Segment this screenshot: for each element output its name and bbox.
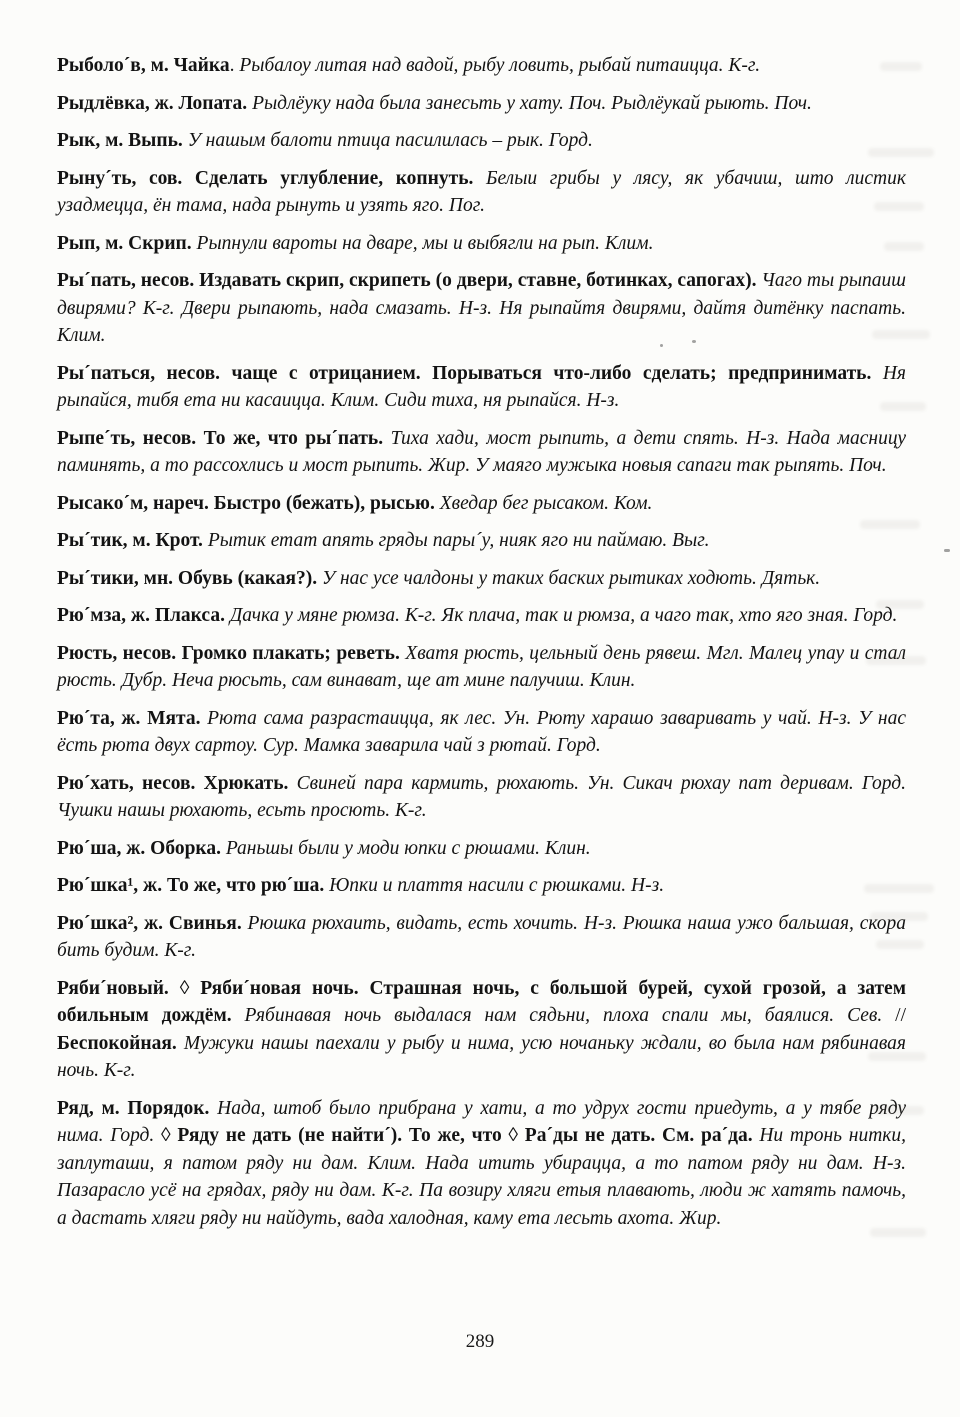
headword-and-definition: Рыдлёвка, ж. Лопата.: [57, 92, 253, 114]
scan-artifact: [874, 1106, 924, 1115]
dictionary-entry: [57, 527, 906, 555]
plain-text: //: [895, 1005, 906, 1026]
page-number: 289: [465, 1331, 495, 1352]
scan-artifact: [880, 402, 926, 411]
scan-artifact: [880, 62, 922, 71]
example-text: Мужуки нашы паехали у рыбу и нима, усю ночаньку ждали, во была нам рябинавая ночь. К-г.: [57, 1032, 906, 1081]
headword-and-definition: Рысако´м, нареч. Быстро (бежать), рысью.: [57, 492, 440, 514]
dictionary-entry: [57, 267, 906, 350]
headword-and-definition: Рю´мза, ж. Плакса.: [57, 605, 230, 626]
headword-and-definition: Ряби´новый. ◊ Ряби´новая ночь. Страшная ночь, с большой бурей, сухой грозой, а затем обильным дождём.: [57, 977, 906, 1026]
example-text: Хведар бег рысаком. Ком.: [439, 492, 653, 514]
example-text: Хватя рюсть, цельный день рявеш. Мгл. Малец упау и стал рюсть. Дубр. Неча рюсьть, сам винават, ще ат мине палучиш. Клин.: [57, 642, 906, 691]
headword-and-definition: Ры´пать, несов. Издавать скрип, скрипеть (о двери, ставне, ботинках, сапогах).: [57, 270, 762, 291]
example-text: Рюта сама разрастаицца, як лес. Ун. Рюту харашо заваривать у чай. Н-з. У нас ёсть рюта двух сартоу. Сур. Мамка заварила чай з рютай. Горд.: [57, 707, 906, 756]
headword-and-definition: Рю´та, ж. Мята.: [57, 707, 208, 729]
headword-and-definition: ◊ Ряду не дать (не найти´). То же, что ◊ Ра´ды не дать. См. ра´да.: [161, 1125, 760, 1146]
dictionary-entry: [57, 565, 906, 593]
dictionary-entry: [57, 640, 906, 695]
example-text: Дачка у мяне рюмза. К-г. Як плача, так и рюмза, а чаго так, хто яго зная. Горд.: [229, 605, 898, 626]
example-text: У нас усе чалдоны у таких баских рытиках ходють. Дятьк.: [322, 567, 821, 589]
dictionary-entry: [57, 360, 906, 415]
dictionary-entry: [57, 770, 906, 825]
scan-speck: [692, 340, 696, 343]
example-text: Рытик етат апять гряды пары´у, нияк яго ни паймаю. Выг.: [207, 530, 710, 551]
dictionary-entry: [57, 975, 906, 1085]
scan-speck: [944, 549, 950, 552]
headword-and-definition: Рюсть, несов. Громко плакать; реветь.: [57, 642, 406, 664]
dictionary-entry: [57, 52, 906, 80]
example-text: Ни тронь нитки, заплуташи, я патом ряду ни дам. Клим. Нада итить убирацца, а то патом ряду ни дам. Н-з. Пазарасло усё на грядах, ряду ни дам. К-г. Па возиру хляги етыя плавають, люди ж хатять памочь, а дастать хляги ряду ни найдуть, вада халодная, каму ета лесьть ахота. Жир.: [57, 1125, 907, 1229]
headword-and-definition: Рыну´ть, сов. Сделать углубление, копнуть.: [57, 167, 487, 189]
example-text: Рыпнули вароты на дваре, мы и выбягли на рып. Клим.: [196, 232, 654, 254]
headword-and-definition: Рыболо´в, м. Чайка: [57, 55, 230, 76]
example-text: Рыбалоу литая над вадой, рыбу ловить, рыбай питаицца. К-г.: [239, 55, 761, 76]
entries: [57, 52, 906, 1242]
example-text: Свиней пара кармить, рюхають. Ун. Сикач рюхау пат деривам. Горд. Чушки нашы рюхають, есьть просють. К-г.: [57, 772, 906, 821]
dictionary-entry: [57, 1095, 906, 1233]
scan-artifact: [866, 656, 926, 665]
scan-artifact: [884, 242, 924, 251]
scan-artifact: [868, 148, 934, 157]
headword-and-definition: Беспокойная.: [57, 1032, 184, 1054]
example-text: Ня рыпайся, тибя ета ни касаицца. Клим. Сиди тиха, ня рыпайся. Н-з.: [57, 362, 906, 411]
dictionary-entry: [57, 230, 906, 258]
scan-speck: [660, 344, 663, 347]
example-text: Белыи грибы у лясу, як убачиш, што листик узадмецца, ён тама, нада рынуть и узять яго. Пог.: [57, 167, 906, 216]
example-text: Раньшы были у моди юпки с рюшами. Клин.: [225, 837, 591, 859]
plain-text: .: [229, 55, 240, 76]
dictionary-entry: [57, 910, 906, 965]
example-text: Нада, штоб было прибрана у хати, а то удрух гости приедуть, а у тябе ряду нима. Горд.: [57, 1097, 906, 1146]
headword-and-definition: Рю´шка¹, ж. То же, что рю´ша.: [57, 875, 330, 896]
dictionary-entry: [57, 127, 906, 155]
scan-artifact: [876, 940, 924, 949]
example-text: Рюшка рюхаить, видать, есть хочить. Н-з. Рюшка наша ужо бальшая, скора бить будим. К-г.: [57, 912, 906, 961]
scan-artifact: [876, 600, 924, 609]
dictionary-entry: [57, 165, 906, 220]
dictionary-entry: [57, 835, 906, 863]
example-text: Чаго ты рыпаиш двирями? К-г. Двери рыпають, нада смазать. Н-з. Ня рыпайтя двирями, дайтя дитёнку паспать. Клим.: [57, 270, 906, 346]
dictionary-entry: [57, 490, 906, 518]
headword-and-definition: Ряд, м. Порядок.: [57, 1097, 218, 1119]
scan-artifact: [860, 520, 920, 529]
headword-and-definition: Ры´тики, мн. Обувь (какая?).: [57, 567, 322, 589]
dictionary-entry: [57, 425, 906, 480]
dictionary-entry: [57, 90, 906, 118]
scan-artifact: [870, 912, 928, 921]
headword-and-definition: Рык, м. Выпь.: [57, 130, 188, 151]
headword-and-definition: Рю´хать, несов. Хрюкать.: [57, 772, 297, 794]
example-text: Рыдлёуку нада была занесьть у хату. Поч. Рыдлёукай рыють. Поч.: [252, 92, 812, 114]
example-text: Юпки и плаття насили с рюшками. Н-з.: [329, 875, 665, 896]
example-text: У нашым балоти птица пасилилась – рык. Горд.: [187, 130, 593, 151]
example-text: Тиха хади, мост рыпить, а дети спять. Н-з. Нада масницу паминять, а то рассохлись и мост рыпить. Жир. У маяго мужыка новыя сапаги так рыпять. Поч.: [57, 427, 906, 476]
scan-artifact: [872, 330, 930, 339]
headword-and-definition: Рю´ша, ж. Оборка.: [57, 837, 226, 859]
dictionary-entry: [57, 872, 906, 900]
headword-and-definition: Рю´шка², ж. Свинья.: [57, 912, 248, 934]
headword-and-definition: Рыпе´ть, несов. То же, что ры´пать.: [57, 427, 391, 449]
scan-artifact: [874, 202, 924, 211]
dictionary-entry: [57, 602, 906, 630]
headword-and-definition: Рып, м. Скрип.: [57, 232, 197, 254]
scan-artifact: [868, 1052, 926, 1061]
scan-artifact: [864, 884, 934, 893]
example-text: Рябинавая ночь выдалася нам сядьни, плоха спали мы, баялися. Сев.: [244, 1005, 896, 1026]
scan-artifact: [870, 1228, 926, 1237]
headword-and-definition: Ры´тик, м. Крот.: [57, 530, 208, 551]
dictionary-entry: [57, 705, 906, 760]
headword-and-definition: Ры´паться, несов. чаще с отрицанием. Порываться что-либо сделать; предпринимать.: [57, 362, 883, 384]
